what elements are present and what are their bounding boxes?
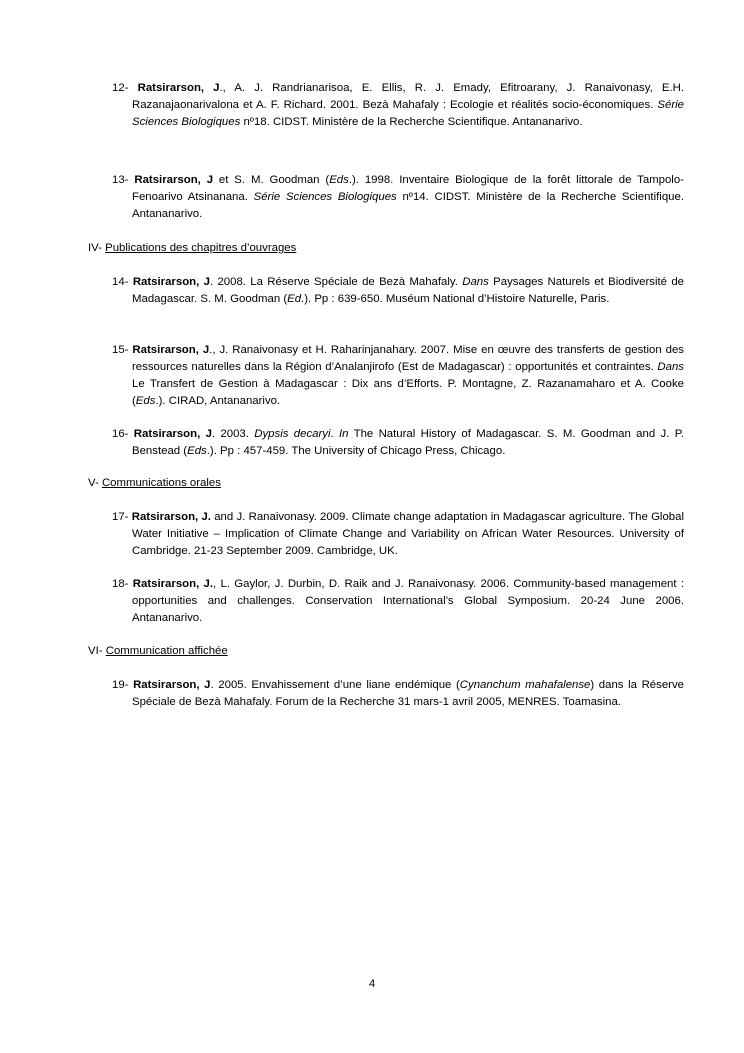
reference-19 — [112, 677, 684, 711]
reference-author: Ratsirarson, J — [132, 276, 210, 288]
reference-number: 16- — [112, 428, 129, 440]
reference-14 — [112, 274, 684, 308]
reference-italic: Dypsis decaryi — [254, 428, 331, 440]
reference-number: 13- — [112, 174, 129, 186]
reference-italic: Dans — [462, 276, 489, 288]
reference-text: nº18. CIDST. Ministère de la Recherche Scientifique. Antananarivo. — [240, 116, 583, 128]
reference-text: .). Pp : 639-650. Muséum National d’Histoire Naturelle, Paris. — [301, 293, 610, 305]
section-heading-v — [88, 475, 221, 492]
reference-text: . 2003. — [211, 428, 255, 440]
reference-text: et S. M. Goodman ( — [213, 174, 330, 186]
reference-author: Ratsirarson, J — [133, 679, 211, 691]
reference-number: 12- — [112, 82, 129, 94]
reference-text: ., J. Ranaivonasy et H. Raharinjanahary. 2007. Mise en œuvre des transferts de gestion des ressources naturelles dans la Région d’Analanjirofo (Est de Madagascar) : opportunités et contraintes. — [132, 344, 684, 373]
section-number: VI- — [88, 645, 103, 657]
reference-17 — [112, 509, 684, 560]
reference-text: Paysages Naturels et Biodiversité de Madagascar. S. M. Goodman ( — [132, 276, 684, 305]
reference-number: 14- — [112, 276, 129, 288]
reference-16 — [112, 426, 684, 460]
reference-number: 19- — [112, 679, 129, 691]
reference-text: nº14. CIDST. Ministère de la Recherche Scientifique. Antananarivo. — [132, 191, 684, 220]
reference-italic: Dans — [657, 361, 684, 373]
reference-number: 15- — [112, 344, 129, 356]
reference-author: Ratsirarson, J. — [131, 511, 211, 523]
reference-12 — [112, 80, 684, 131]
reference-text: ) dans la Réserve Spéciale de Bezà Mahafaly. Forum de la Recherche 31 mars-1 avril 2005, MENRES. Toamasina. — [132, 679, 684, 708]
reference-text: , L. Gaylor, J. Durbin, D. Raik and J. Ranaivonasy. 2006. Community-based management : opportunities and challenges. Conservation International’s Global Symposium. 20-24 June 2006. Antananarivo. — [132, 578, 684, 624]
reference-text: . 2008. La Réserve Spéciale de Bezà Mahafaly. — [209, 276, 463, 288]
section-title: Publications des chapitres d’ouvrages — [105, 242, 297, 254]
reference-text: .). Pp : 457-459. The University of Chicago Press, Chicago. — [206, 445, 506, 457]
section-heading-vi — [88, 643, 228, 660]
page-number: 4 — [368, 978, 376, 990]
reference-author: Ratsirarson, J. — [132, 578, 214, 590]
reference-italic: Ed — [287, 293, 302, 305]
reference-text: . 2005. Envahissement d’une liane endémique ( — [210, 679, 460, 691]
reference-series: Série Sciences Biologiques — [253, 191, 397, 203]
reference-author: Ratsirarson, J — [137, 82, 220, 94]
reference-italic: Eds — [187, 445, 207, 457]
reference-18 — [112, 576, 684, 627]
reference-text: . — [330, 428, 339, 440]
reference-number: 18- — [112, 578, 129, 590]
reference-series: Série Sciences Biologiques — [132, 99, 684, 128]
reference-text: .). 1998. Inventaire Biologique de la forêt littorale de Tampolo-Fenoarivo Atsinanana. — [132, 174, 684, 203]
reference-author: Ratsirarson, J — [132, 344, 210, 356]
reference-italic: In — [339, 428, 349, 440]
section-title: Communications orales — [101, 477, 221, 489]
reference-text: ., A. J. Randrianarisoa, E. Ellis, R. J. Emady, Efitroarany, J. Ranaivonasy, E.H. Razanajaonarivalona et A. F. Richard. 2001. Bezà Mahafaly : Ecologie et réalités socio-économiques. — [132, 82, 684, 111]
section-title: Communication affichée — [105, 645, 228, 657]
reference-number: 17- — [112, 511, 129, 523]
reference-text: .). CIRAD, Antananarivo. — [155, 395, 281, 407]
section-number: V- — [88, 477, 99, 489]
reference-15 — [112, 342, 684, 410]
reference-italic: Eds — [329, 174, 349, 186]
reference-13 — [112, 172, 684, 223]
reference-italic: Cynanchum mahafalense — [459, 679, 591, 691]
reference-text: The Natural History of Madagascar. S. M. Goodman and J. P. Benstead ( — [132, 428, 684, 457]
section-heading-iv — [88, 240, 296, 257]
reference-author: Ratsirarson, J — [134, 174, 214, 186]
reference-text: and J. Ranaivonasy. 2009. Climate change adaptation in Madagascar agriculture. The Global Water Initiative – Implication of Climate Change and Variability on African Water Resources. University of Cambridge. 21-23 September 2009. Cambridge, UK. — [132, 511, 684, 557]
section-number: IV- — [88, 242, 102, 254]
reference-italic: Eds — [135, 395, 156, 407]
reference-text: Le Transfert de Gestion à Madagascar : Dix ans d’Efforts. P. Montagne, Z. Razanamaharo et A. Cooke ( — [132, 378, 684, 407]
reference-author: Ratsirarson, J — [133, 428, 212, 440]
